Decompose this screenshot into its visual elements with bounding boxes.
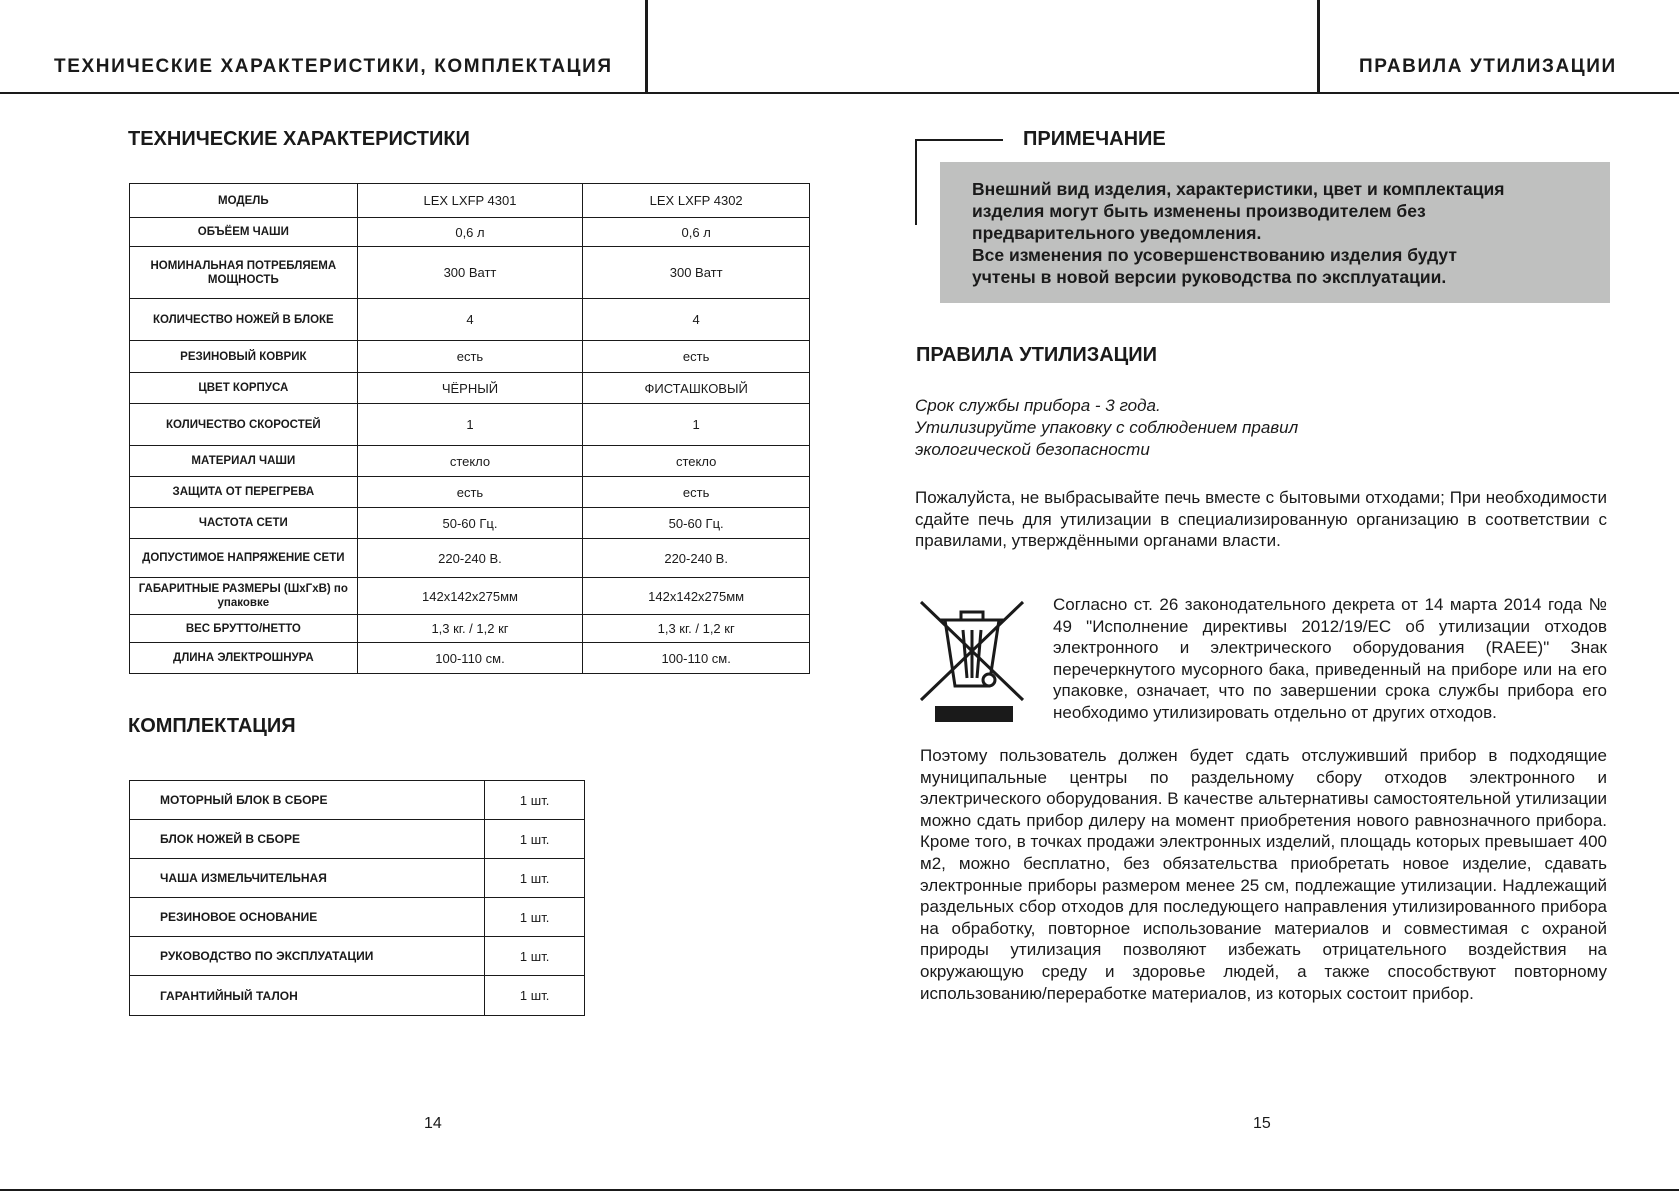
spec-row [130,299,810,341]
header-divider [645,0,648,92]
specs-title: ТЕХНИЧЕСКИЕ ХАРАКТЕРИСТИКИ [128,128,470,150]
spec-value-model-1: LEX LXFP 4301 [357,184,583,218]
header-left-title: ТЕХНИЧЕСКИЕ ХАРАКТЕРИСТИКИ, КОМПЛЕКТАЦИЯ [54,56,613,77]
spec-value-model-2: 300 Ватт [583,247,810,299]
spec-label: ГАБАРИТНЫЕ РАЗМЕРЫ (ШхГхВ) по упаковке [130,578,358,615]
kit-item-quantity: 1 шт. [485,820,585,859]
spec-value-model-2: 142x142x275мм [583,578,810,615]
note-text [972,178,1592,288]
disposal-italic [915,395,1615,461]
italic-line: Утилизируйте упаковку с соблюдением правил [915,418,1299,437]
kit-row [130,976,585,1016]
spec-value-model-1: 1,3 кг. / 1,2 кг [357,615,583,643]
spec-label: ЧАСТОТА СЕТИ [130,508,358,539]
spec-row [130,539,810,578]
note-line: Внешний вид изделия, характеристики, цвет и комплектация [972,179,1505,199]
spec-row [130,615,810,643]
spec-value-model-1: ЧЁРНЫЙ [357,373,583,404]
kit-item-quantity: 1 шт. [485,976,585,1016]
note-bracket [915,139,1003,141]
crossed-bin-icon [917,598,1027,724]
spec-row [130,247,810,299]
spec-label: ДЛИНА ЭЛЕКТРОШНУРА [130,643,358,674]
spec-value-model-1: 1 [357,404,583,446]
spec-row [130,508,810,539]
spec-label: МОДЕЛЬ [130,184,358,218]
kit-item-label: БЛОК НОЖЕЙ В СБОРЕ [130,820,485,859]
note-line: Все изменения по усовершенствованию изделия будут [972,245,1457,265]
kit-title: КОМПЛЕКТАЦИЯ [128,715,296,737]
page-number-right: 15 [1253,1115,1271,1132]
kit-item-label: ГАРАНТИЙНЫЙ ТАЛОН [130,976,485,1016]
spec-label: ДОПУСТИМОЕ НАПРЯЖЕНИЕ СЕТИ [130,539,358,578]
kit-item-quantity: 1 шт. [485,859,585,898]
spec-value-model-1: 0,6 л [357,218,583,247]
kit-item-quantity: 1 шт. [485,937,585,976]
spec-value-model-1: стекло [357,446,583,477]
spec-value-model-2: 100-110 см. [583,643,810,674]
spec-row [130,643,810,674]
spec-row [130,341,810,373]
spec-label: КОЛИЧЕСТВО СКОРОСТЕЙ [130,404,358,446]
spec-value-model-2: 220-240 В. [583,539,810,578]
spec-row [130,477,810,508]
italic-line: экологической безопасности [915,440,1150,459]
spec-value-model-1: 100-110 см. [357,643,583,674]
header-right-title: ПРАВИЛА УТИЛИЗАЦИИ [1359,56,1617,77]
disposal-title: ПРАВИЛА УТИЛИЗАЦИИ [916,344,1158,366]
spec-label: ВЕС БРУТТО/НЕТТО [130,615,358,643]
spec-value-model-1: 142x142x275мм [357,578,583,615]
header-rule [0,92,1679,94]
footer-rule [0,1189,1679,1191]
spec-label: ОБЪЁЕМ ЧАШИ [130,218,358,247]
note-bracket [915,139,917,225]
spec-value-model-2: 50-60 Гц. [583,508,810,539]
spec-value-model-1: 50-60 Гц. [357,508,583,539]
spec-value-model-2: ФИСТАШКОВЫЙ [583,373,810,404]
note-line: предварительного уведомления. [972,223,1262,243]
spec-row [130,373,810,404]
spec-value-model-2: 4 [583,299,810,341]
spec-row [130,218,810,247]
kit-item-label: РУКОВОДСТВО ПО ЭКСПЛУАТАЦИИ [130,937,485,976]
spec-row [130,446,810,477]
spec-value-model-1: 220-240 В. [357,539,583,578]
kit-row [130,781,585,820]
header-divider [1317,0,1320,92]
specs-table [129,183,810,674]
spec-value-model-2: стекло [583,446,810,477]
spec-label: ЗАЩИТА ОТ ПЕРЕГРЕВА [130,477,358,508]
note-line: изделия могут быть изменены производителем без [972,201,1426,221]
kit-item-quantity: 1 шт. [485,781,585,820]
kit-row [130,820,585,859]
kit-row [130,898,585,937]
kit-table [129,780,585,1016]
kit-item-label: РЕЗИНОВОЕ ОСНОВАНИЕ [130,898,485,937]
spec-value-model-2: 0,6 л [583,218,810,247]
spec-value-model-2: LEX LXFP 4302 [583,184,810,218]
kit-row [130,859,585,898]
kit-item-label: ЧАША ИЗМЕЛЬЧИТЕЛЬНАЯ [130,859,485,898]
note-title: ПРИМЕЧАНИЕ [1023,128,1166,150]
spec-value-model-2: есть [583,341,810,373]
kit-item-quantity: 1 шт. [485,898,585,937]
spec-value-model-1: 4 [357,299,583,341]
italic-line: Срок службы прибора - 3 года. [915,396,1161,415]
spec-value-model-2: 1 [583,404,810,446]
page-number-left: 14 [424,1115,442,1132]
spec-value-model-1: есть [357,477,583,508]
spec-label: ЦВЕТ КОРПУСА [130,373,358,404]
disposal-paragraph-2: Согласно ст. 26 законодательного декрета от 14 марта 2014 года № 49 "Исполнение директивы 2012/19/EC об утилизации отходов электронного и электрического оборудования (RAEE)" Знак перечеркнутого мусорного бака, приведенный на приборе или на его упаковке, означает, что по завершении срока службы прибора его необходимо утилизировать отдельно от других отходов. [1053,595,1607,722]
spec-label: КОЛИЧЕСТВО НОЖЕЙ В БЛОКЕ [130,299,358,341]
spec-value-model-2: есть [583,477,810,508]
spec-value-model-2: 1,3 кг. / 1,2 кг [583,615,810,643]
kit-row [130,937,585,976]
spec-label: РЕЗИНОВЫЙ КОВРИК [130,341,358,373]
disposal-paragraph-3: Поэтому пользователь должен будет сдать отслуживший прибор в подходящие муниципальные центры по раздельному сбору отходов электронного и электрического оборудования. В качестве альтернативы самостоятельной утилизации можно сдать прибор дилеру на момент приобретения нового равнозначного прибора. Кроме того, в точках продажи электронных изделий, площадь которых превышает 400 м2, можно бесплатно, без обязательства приобретать новое изделие, сдавать электронные приборы размером менее 25 см, подлежащие утилизации. Надлежащий раздельных сбор отходов для последующего направления утилизированного прибора на обработку, повторное использование материалов и совместимая с охраной природы утилизация позволяют избежать отрицательного воздействия на окружающую среду и здоровье людей, а также способствуют повторному использованию/переработке материалов, из которых состоит прибор. [920,746,1607,1003]
kit-item-label: МОТОРНЫЙ БЛОК В СБОРЕ [130,781,485,820]
spec-row [130,404,810,446]
spec-value-model-1: 300 Ватт [357,247,583,299]
spec-label: НОМИНАЛЬНАЯ ПОТРЕБЛЯЕМА МОЩНОСТЬ [130,247,358,299]
note-line: учтены в новой версии руководства по эксплуатации. [972,267,1447,287]
disposal-paragraph-1: Пожалуйста, не выбрасывайте печь вместе с бытовыми отходами; При необходимости сдайте печь для утилизации в специализированную организацию в соответствии с правилами, утверждёнными органами власти. [915,488,1607,551]
spec-value-model-1: есть [357,341,583,373]
spec-row [130,578,810,615]
spec-label: МАТЕРИАЛ ЧАШИ [130,446,358,477]
spec-row [130,184,810,218]
